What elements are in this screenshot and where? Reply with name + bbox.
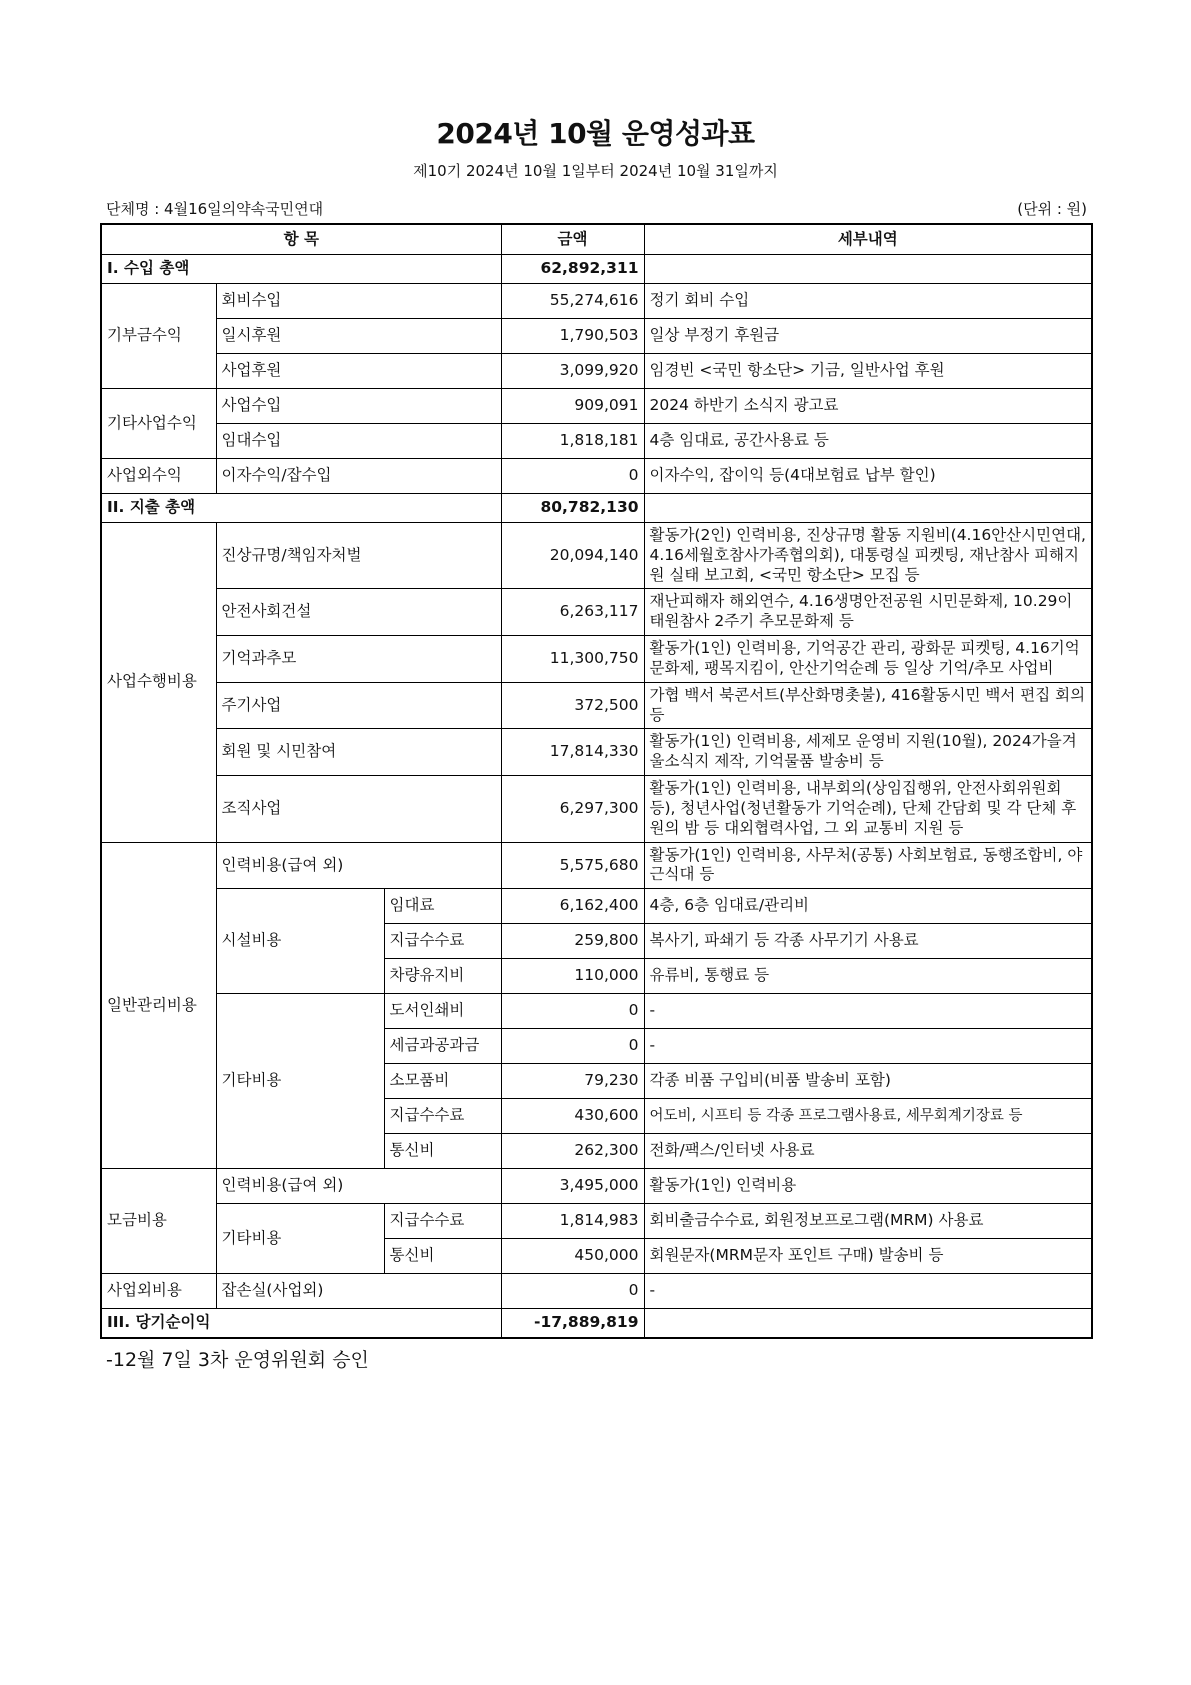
row-name: 소모품비	[384, 1064, 501, 1099]
table-row	[101, 424, 1092, 459]
row-name: 지급수수료	[384, 1204, 501, 1239]
row-detail: 활동가(1인) 인력비용	[644, 1169, 1092, 1204]
income-total-label: I. 수입 총액	[101, 255, 501, 284]
subcategory-label: 기타비용	[216, 994, 384, 1169]
row-detail: 재난피해자 해외연수, 4.16생명안전공원 시민문화제, 10.29이태원참사 2주기 추모문화제 등	[644, 589, 1092, 636]
row-detail: 어도비, 시프티 등 각종 프로그램사용료, 세무회계기장료 등	[644, 1099, 1092, 1134]
row-name: 지급수수료	[384, 1099, 501, 1134]
row-name: 인력비용(급여 외)	[216, 842, 501, 889]
expense-total-detail	[644, 494, 1092, 523]
income-total-row	[101, 255, 1092, 284]
row-amount: 0	[501, 1274, 644, 1309]
unit-label: (단위 : 원)	[1017, 200, 1087, 218]
row-detail: 유류비, 통행료 등	[644, 959, 1092, 994]
row-amount: 6,162,400	[501, 889, 644, 924]
table-header-row	[101, 224, 1092, 255]
row-detail: 활동가(1인) 인력비용, 내부회의(상임집행위, 안전사회위원회 등), 청년사업(청년활동가 기억순례), 단체 간담회 및 각 단체 후원의 밤 등 대외협력사업, 그 외 교통비 지원 등	[644, 776, 1092, 842]
income-total-detail	[644, 255, 1092, 284]
row-detail: -	[644, 1274, 1092, 1309]
row-name: 세금과공과금	[384, 1029, 501, 1064]
net-income-row	[101, 1309, 1092, 1339]
row-detail: 전화/팩스/인터넷 사용료	[644, 1134, 1092, 1169]
row-name: 진상규명/책임자처벌	[216, 523, 501, 589]
row-name: 사업후원	[216, 354, 501, 389]
row-detail: 활동가(1인) 인력비용, 기억공간 관리, 광화문 피켓팅, 4.16기억문화제, 팽목지킴이, 안산기억순례 등 일상 기억/추모 사업비	[644, 636, 1092, 683]
table-row	[101, 319, 1092, 354]
row-amount: 20,094,140	[501, 523, 644, 589]
row-detail: 활동가(2인) 인력비용, 진상규명 활동 지원비(4.16안산시민연대, 4.16세월호참사가족협의회), 대통령실 피켓팅, 재난참사 피해지원 실태 보고회, <국민 항소단> 모집 등	[644, 523, 1092, 589]
row-amount: 909,091	[501, 389, 644, 424]
row-amount: 79,230	[501, 1064, 644, 1099]
row-amount: 450,000	[501, 1239, 644, 1274]
row-detail: 복사기, 파쇄기 등 각종 사무기기 사용료	[644, 924, 1092, 959]
table-row	[101, 1204, 1092, 1239]
category-label: 사업외비용	[101, 1274, 216, 1309]
row-amount: 5,575,680	[501, 842, 644, 889]
row-amount: 1,818,181	[501, 424, 644, 459]
row-detail: 가협 백서 북콘서트(부산화명촛불), 416활동시민 백서 편집 회의 등	[644, 682, 1092, 729]
row-name: 일시후원	[216, 319, 501, 354]
row-name: 도서인쇄비	[384, 994, 501, 1029]
row-detail: 임경빈 <국민 항소단> 기금, 일반사업 후원	[644, 354, 1092, 389]
category-label: 기부금수익	[101, 284, 216, 389]
row-detail: 2024 하반기 소식지 광고료	[644, 389, 1092, 424]
header-amount: 금액	[501, 224, 644, 255]
row-name: 조직사업	[216, 776, 501, 842]
row-amount: 6,297,300	[501, 776, 644, 842]
operating-results-table	[100, 223, 1093, 1339]
row-name: 안전사회건설	[216, 589, 501, 636]
table-row	[101, 682, 1092, 729]
net-income-label: III. 당기순이익	[101, 1309, 501, 1339]
row-detail: -	[644, 994, 1092, 1029]
row-amount: 0	[501, 994, 644, 1029]
row-name: 회원 및 시민참여	[216, 729, 501, 776]
row-amount: 259,800	[501, 924, 644, 959]
net-income-amount: -17,889,819	[501, 1309, 644, 1339]
row-amount: 3,099,920	[501, 354, 644, 389]
net-income-detail	[644, 1309, 1092, 1339]
table-row	[101, 1169, 1092, 1204]
row-amount: 3,495,000	[501, 1169, 644, 1204]
table-row	[101, 729, 1092, 776]
row-name: 차량유지비	[384, 959, 501, 994]
row-amount: 0	[501, 1029, 644, 1064]
expense-total-label: II. 지출 총액	[101, 494, 501, 523]
row-amount: 11,300,750	[501, 636, 644, 683]
category-label: 기타사업수익	[101, 389, 216, 459]
row-amount: 430,600	[501, 1099, 644, 1134]
row-name: 인력비용(급여 외)	[216, 1169, 501, 1204]
table-row	[101, 284, 1092, 319]
row-name: 통신비	[384, 1134, 501, 1169]
row-detail: 정기 회비 수입	[644, 284, 1092, 319]
period-subtitle: 제10기 2024년 10월 1일부터 2024년 10월 31일까지	[413, 162, 778, 180]
row-amount: 0	[501, 459, 644, 494]
table-row	[101, 776, 1092, 842]
row-amount: 372,500	[501, 682, 644, 729]
row-name: 지급수수료	[384, 924, 501, 959]
table-row	[101, 389, 1092, 424]
row-detail: 이자수익, 잡이익 등(4대보험료 납부 할인)	[644, 459, 1092, 494]
page-title: 2024년 10월 운영성과표	[436, 117, 755, 150]
row-detail: 회원문자(MRM문자 포인트 구매) 발송비 등	[644, 1239, 1092, 1274]
table-row	[101, 994, 1092, 1029]
organization-name: 단체명 : 4월16일의약속국민연대	[106, 200, 324, 218]
row-name: 사업수입	[216, 389, 501, 424]
row-name: 통신비	[384, 1239, 501, 1274]
table-row	[101, 589, 1092, 636]
row-amount: 262,300	[501, 1134, 644, 1169]
row-amount: 55,274,616	[501, 284, 644, 319]
row-amount: 1,814,983	[501, 1204, 644, 1239]
row-detail: -	[644, 1029, 1092, 1064]
expense-total-row	[101, 494, 1092, 523]
table-row	[101, 889, 1092, 924]
row-detail: 활동가(1인) 인력비용, 사무처(공통) 사회보험료, 동행조합비, 야근식대 등	[644, 842, 1092, 889]
row-name: 임대료	[384, 889, 501, 924]
row-name: 임대수입	[216, 424, 501, 459]
row-detail: 4층 임대료, 공간사용료 등	[644, 424, 1092, 459]
category-label: 사업외수익	[101, 459, 216, 494]
row-name: 잡손실(사업외)	[216, 1274, 501, 1309]
approval-footnote: -12월 7일 3차 운영위원회 승인	[106, 1349, 369, 1371]
subcategory-label: 기타비용	[216, 1204, 384, 1274]
table-row	[101, 636, 1092, 683]
row-name: 이자수익/잡수입	[216, 459, 501, 494]
row-detail: 일상 부정기 후원금	[644, 319, 1092, 354]
row-amount: 6,263,117	[501, 589, 644, 636]
row-name: 주기사업	[216, 682, 501, 729]
row-name: 기억과추모	[216, 636, 501, 683]
category-label: 사업수행비용	[101, 523, 216, 843]
table-row	[101, 842, 1092, 889]
row-amount: 110,000	[501, 959, 644, 994]
table-row	[101, 523, 1092, 589]
row-detail: 회비출금수수료, 회원정보프로그램(MRM) 사용료	[644, 1204, 1092, 1239]
row-amount: 17,814,330	[501, 729, 644, 776]
income-total-amount: 62,892,311	[501, 255, 644, 284]
header-detail: 세부내역	[644, 224, 1092, 255]
row-detail: 4층, 6층 임대료/관리비	[644, 889, 1092, 924]
expense-total-amount: 80,782,130	[501, 494, 644, 523]
row-detail: 각종 비품 구입비(비품 발송비 포함)	[644, 1064, 1092, 1099]
table-row	[101, 459, 1092, 494]
subcategory-label: 시설비용	[216, 889, 384, 994]
row-name: 회비수입	[216, 284, 501, 319]
table-row	[101, 354, 1092, 389]
row-detail: 활동가(1인) 인력비용, 세제모 운영비 지원(10월), 2024가을겨울소식지 제작, 기억물품 발송비 등	[644, 729, 1092, 776]
category-label: 모금비용	[101, 1169, 216, 1274]
category-label: 일반관리비용	[101, 842, 216, 1169]
row-amount: 1,790,503	[501, 319, 644, 354]
table-row	[101, 1274, 1092, 1309]
header-item: 항 목	[101, 224, 501, 255]
